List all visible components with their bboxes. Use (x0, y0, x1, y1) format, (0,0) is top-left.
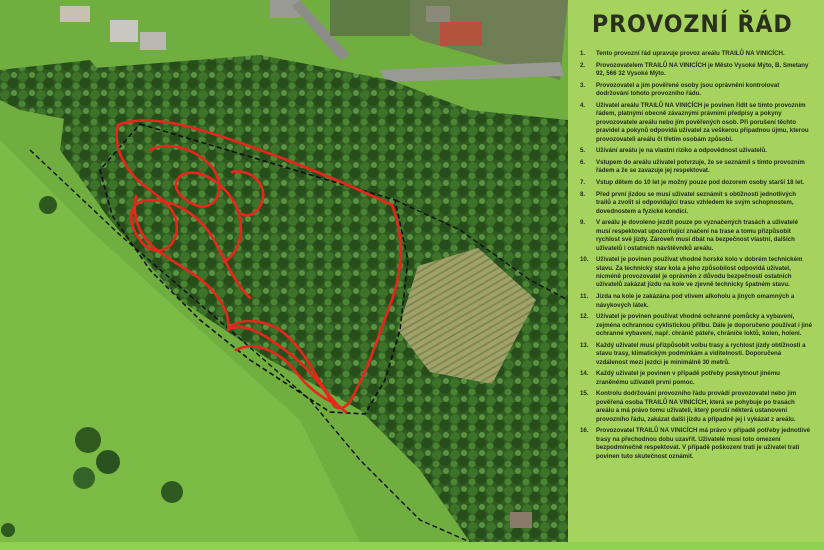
tree (73, 467, 95, 489)
rule-number: 5. (580, 147, 586, 155)
rule-text: Jízda na kole je zakázána pod vlivem alkoholu a jiných omamných a návykových látek. (596, 293, 795, 309)
rule-number: 3. (580, 81, 586, 89)
tree (161, 481, 183, 503)
rule-text: Každý uživatel je povinen v případě potřeby poskytnout jinému zraněnému uživateli první pomoc. (596, 370, 780, 386)
rule-number: 8. (580, 190, 586, 198)
garden-plot (330, 0, 410, 36)
rule-item (580, 62, 812, 79)
rule-number: 2. (580, 61, 586, 69)
rule-item (580, 50, 812, 58)
tree (1, 523, 15, 537)
rule-number: 11. (580, 293, 589, 301)
tree (39, 196, 57, 214)
rule-item (580, 147, 812, 155)
rule-number: 13. (580, 341, 589, 349)
rule-item (580, 191, 812, 216)
panel-title: PROVOZNÍ ŘÁD (592, 10, 793, 38)
rule-text: Kontrolu dodržování provozního řádu provádí provozovatel nebo jím pověřená osoba TRAILŮ NA VINICÍCH, která se pohybuje po trasách areálu a má právo tomu uživateli, který poruší některá ustanovení provozního řádu, zakázat další jízdu a případně jej i vykázat z areálu. (596, 390, 797, 423)
house-roof (426, 6, 450, 22)
building (60, 6, 90, 22)
rule-item (580, 370, 812, 387)
rule-number: 15. (580, 390, 589, 398)
rule-text: Vstup dětem do 10 let je možný pouze pod dozorem osoby starší 18 let. (596, 179, 805, 187)
rule-item (580, 219, 812, 253)
rule-number: 9. (580, 219, 586, 227)
rule-number: 4. (580, 101, 586, 109)
rule-number: 6. (580, 158, 586, 166)
rule-number: 14. (580, 370, 589, 378)
building (510, 512, 532, 528)
rule-number: 12. (580, 313, 589, 321)
rule-text: Uživatel je povinen používat vhodné horské kolo v dobrém technickém stavu. Za technický stav kola a jeho způsobilost odpovídá uživatel, nicméně provozovatel je oprávněn z důvodu bezpečnosti ostatních uživatelů zakázat jízdu na kole ve zjevně technicky špatném stavu. (596, 256, 803, 289)
rule-item (580, 427, 812, 461)
tree (96, 450, 120, 474)
rule-item (580, 390, 812, 424)
rule-item (580, 82, 812, 99)
rule-number: 16. (580, 427, 589, 435)
rules-panel (568, 0, 824, 542)
rule-text: Každý uživatel musí přizpůsobit volbu trasy a rychlost jízdy obtížnosti a stavu trasy, klimatickým podmínkám a viditelnosti. Doporučená vzdálenost mezi jezdci je minimálně 30 metrů. (596, 341, 806, 366)
rule-text: Uživatel je povinen používat vhodné ochranné pomůcky a vybavení, zejména ochrannou cyklistickou přilbu. Dále je doporučeno používat i jiné ochranné vybavení, např. chránič páteře, chrániče loktů, kolen, holení. (596, 313, 812, 338)
rule-item (580, 313, 812, 338)
rule-text: V areálu je dovoleno jezdit pouze po vyznačených trasách a uživatelé musí respektovat upozorňující značení na trase a tomu přizpůsobit rychlost své jízdy. Zároveň musí dbát na bezpečnost vlastní, dalších uživatelů i ostatních návštěvníků areálu. (596, 219, 799, 252)
rule-item (580, 342, 812, 367)
rule-text: Provozovatel TRAILŮ NA VINICÍCH má právo v případě potřeby jednotlivé trasy na přechodnou dobu uzavřít. Uživatelé musí toto omezení bezpodmínečně respektovat. V případě poškození trati je uživatel trati povinen tuto skutečnost oznámit. (596, 427, 811, 460)
rule-item (580, 102, 812, 144)
building (140, 32, 166, 50)
rule-text: Tento provozní řád upravuje provoz areálu TRAILŮ NA VINICÍCH. (596, 50, 785, 57)
rule-number: 7. (580, 179, 586, 187)
rule-text: Provozovatelem TRAILŮ NA VINICÍCH je Město Vysoké Mýto, B. Smetany 92, 566 32 Vysoké Mýto. (596, 61, 809, 78)
rule-number: 10. (580, 256, 589, 264)
house-roof (440, 22, 482, 46)
building (110, 20, 138, 42)
rule-text: Uživatel areálu TRAILŮ NA VINICÍCH je povinen řídit se tímto provozním řádem, platnými obecně závaznými právními předpisy a pokyny provozovatele areálu nebo jím pověřených osob. Při porušení těchto pravidel a pokynů odpovídá uživatel za veškerou případnou újmu, kterou provozovateli areálu či třetím osobám způsobí. (596, 101, 809, 143)
rule-item (580, 293, 812, 310)
rule-text: Užívání areálu je na vlastní riziko a odpovědnost uživatelů. (596, 147, 767, 155)
rule-number: 1. (580, 50, 586, 57)
bottom-strip (0, 542, 824, 550)
rule-text: Vstupem do areálu uživatel potvrzuje, že se seznámil s tímto provozním řádem a že se zavazuje jej respektovat. (596, 158, 805, 175)
rule-item (580, 256, 812, 290)
rule-item (580, 159, 812, 176)
rules-list (580, 50, 812, 461)
rule-text: Provozovatel a jím pověřené osoby jsou oprávněni kontrolovat dodržování tohoto provozního řádu. (596, 81, 780, 98)
rule-item (580, 179, 812, 187)
rule-text: Před první jízdou se musí uživatel seznámit s obtížností jednotlivých trailů a zvolit si odpovídající trasu vzhledem ke svým schopnostem, dovednostem a fyzické kondici. (596, 190, 796, 215)
tree (75, 427, 101, 453)
